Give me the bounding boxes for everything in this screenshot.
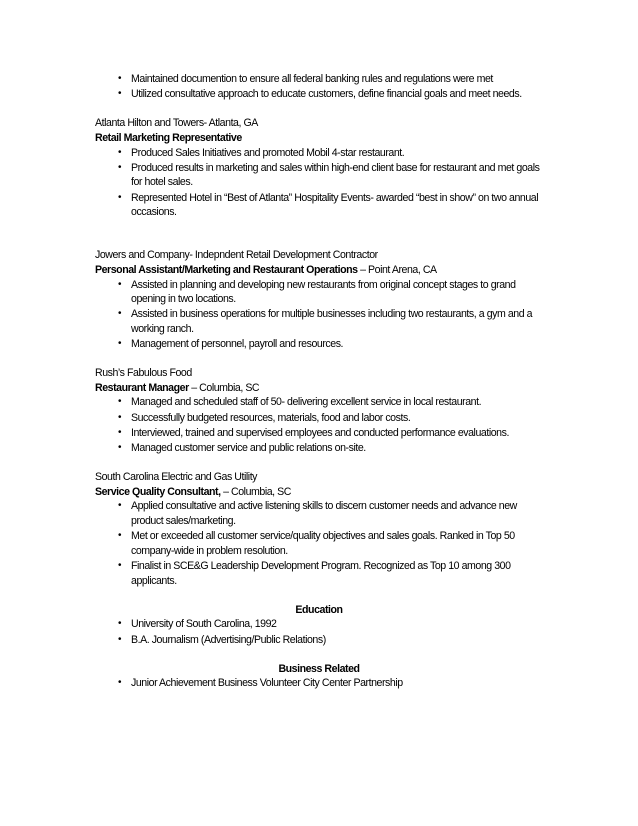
education-heading: Education (295, 603, 343, 616)
list-item (95, 87, 543, 102)
bullet-text: Finalist in SCE&G Leadership Development Program. Recognized as Top 10 among 300 applicants. (131, 559, 511, 587)
spacer (95, 220, 543, 248)
bullet-text: Produced results in marketing and sales within high-end client base for restaurant and met goals for hotel sales. (131, 161, 540, 189)
bullet-text: University of South Carolina, 1992 (131, 618, 277, 631)
list-item (95, 411, 543, 426)
business-heading: Business Related (278, 662, 360, 675)
bullet-icon: • (118, 73, 122, 84)
bullet-icon: • (118, 278, 122, 290)
bullet-icon: • (118, 633, 122, 645)
employer-name: Jowers and Company- Indepndent Retail Development Contractor (95, 249, 378, 262)
bullet-icon: • (118, 618, 122, 630)
list-item (95, 426, 543, 441)
job-bullet-list (95, 395, 543, 455)
job-title: Service Quality Consultant, (95, 485, 221, 498)
list-item (95, 559, 543, 588)
job-title-line (95, 263, 543, 278)
bullet-icon: • (118, 500, 122, 512)
list-item (95, 676, 543, 691)
bullet-icon: • (118, 191, 122, 203)
intro-bullet-list (95, 72, 543, 102)
bullet-icon: • (118, 559, 122, 571)
list-item (95, 441, 543, 456)
bullet-text: Represented Hotel in “Best of Atlanta” Hospitality Events- awarded “best in show” on two annual occasions. (131, 191, 539, 219)
job-bullet-list (95, 499, 543, 588)
bullet-text: Junior Achievement Business Volunteer City Center Partnership (131, 677, 403, 690)
bullet-text: Assisted in planning and developing new restaurants from original concept stages to grand opening in two locations. (131, 278, 516, 306)
bullet-icon: • (118, 530, 122, 542)
list-item (95, 307, 543, 336)
business-bullet-list (95, 676, 543, 691)
job-title: Retail Marketing Representative (95, 131, 242, 144)
bullet-icon: • (118, 442, 122, 453)
list-item (95, 633, 543, 648)
bullet-text: Applied consultative and active listening skills to discern customer needs and advance new product sales/marketing. (131, 500, 517, 527)
list-item (95, 617, 543, 632)
spacer (95, 456, 543, 470)
bullet-icon: • (118, 308, 122, 320)
employer-name: Atlanta Hilton and Towers- Atlanta, GA (95, 117, 258, 130)
list-item (95, 499, 543, 528)
list-item (95, 146, 543, 161)
job-location: – Columbia, SC (220, 485, 291, 498)
job-entry-sceg (95, 470, 543, 588)
job-title: Restaurant Manager (95, 381, 189, 394)
list-item (95, 191, 543, 220)
bullet-text: Maintained documention to ensure all federal banking rules and regulations were met (131, 73, 493, 85)
job-entry-jowers (95, 248, 543, 351)
job-location: – Point Arena, CA (357, 263, 437, 276)
job-title-line (95, 131, 543, 146)
bullet-text: Successfully budgeted resources, materials, food and labor costs. (131, 411, 411, 424)
bullet-icon: • (118, 411, 122, 423)
list-item (95, 278, 543, 307)
business-section (95, 662, 543, 691)
list-item (95, 337, 543, 352)
bullet-icon: • (118, 88, 122, 100)
bullet-icon: • (118, 426, 122, 438)
spacer (95, 589, 543, 603)
list-item (95, 529, 543, 558)
job-bullet-list (95, 278, 543, 352)
bullet-icon: • (118, 677, 122, 689)
job-entry-atlanta-hilton (95, 116, 543, 219)
bullet-text: Management of personnel, payroll and resources. (131, 338, 344, 351)
spacer (95, 648, 543, 662)
spacer (95, 102, 543, 116)
job-entry-rushs (95, 366, 543, 455)
bullet-text: Utilized consultative approach to educate customers, define financial goals and meet needs. (131, 88, 522, 101)
employer-name: South Carolina Electric and Gas Utility (95, 471, 258, 484)
education-bullet-list (95, 617, 543, 647)
bullet-icon: • (118, 161, 122, 173)
list-item (95, 395, 543, 410)
resume-content (95, 72, 543, 691)
job-bullet-list (95, 146, 543, 220)
bullet-text: Managed and scheduled staff of 50- delivering excellent service in local restaurant. (131, 396, 482, 409)
job-location: – Columbia, SC (188, 381, 260, 394)
bullet-text: Managed customer service and public relations on-site. (131, 442, 366, 454)
list-item (95, 72, 543, 87)
bullet-icon: • (118, 146, 122, 158)
bullet-text: Produced Sales Initiatives and promoted Mobil 4-star restaurant. (131, 146, 405, 159)
bullet-icon: • (118, 396, 122, 408)
list-item (95, 161, 543, 190)
job-title: Personal Assistant/Marketing and Restaurant Operations (95, 263, 358, 276)
job-title-line (95, 485, 543, 500)
job-title-line (95, 381, 543, 396)
spacer (95, 352, 543, 366)
bullet-text: B.A. Journalism (Advertising/Public Relations) (131, 633, 326, 646)
bullet-text: Assisted in business operations for multiple businesses including two restaurants, a gym and a working ranch. (131, 308, 533, 335)
employer-name: Rush’s Fabulous Food (95, 367, 192, 380)
bullet-text: Met or exceeded all customer service/quality objectives and sales goals. Ranked in Top 50 company-wide in problem resolution. (131, 530, 515, 557)
bullet-icon: • (118, 338, 122, 350)
bullet-text: Interviewed, trained and supervised employees and conducted performance evaluations. (131, 426, 509, 439)
education-section (95, 603, 543, 647)
